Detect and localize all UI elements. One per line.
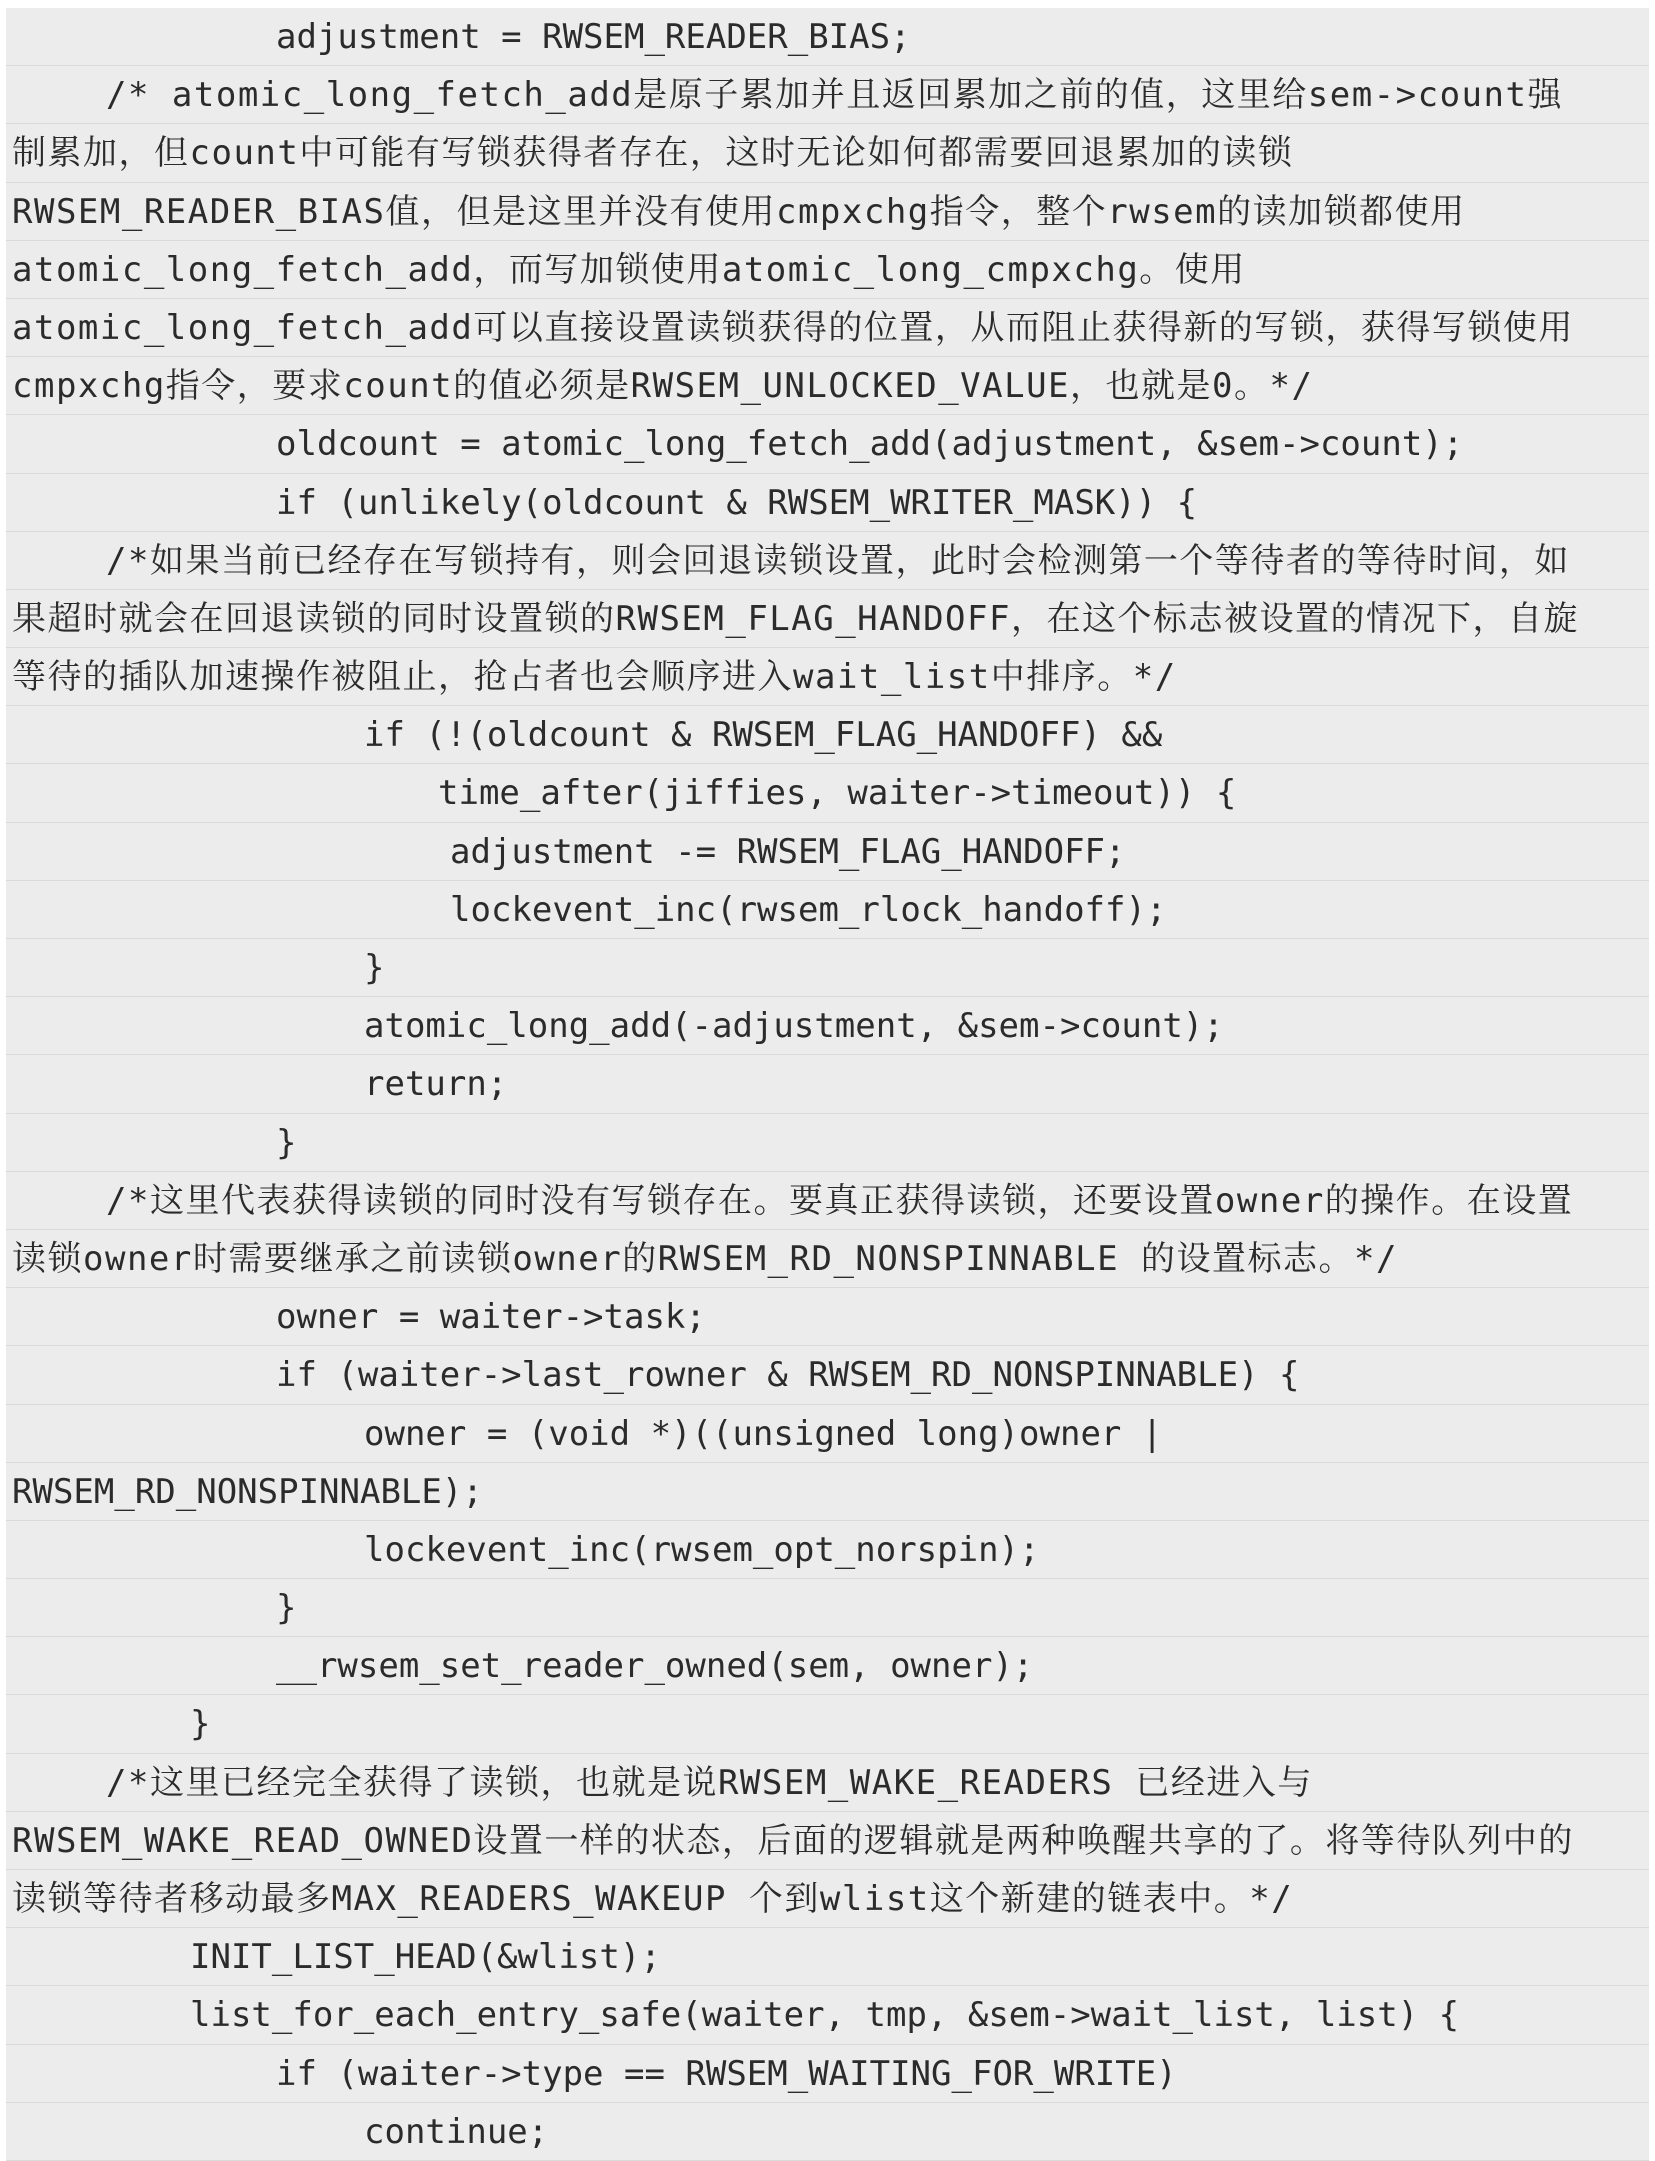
code-line: } <box>6 1579 1649 1637</box>
code-line: adjustment -= RWSEM_FLAG_HANDOFF; <box>6 823 1649 881</box>
comment-line: atomic_long_fetch_add可以直接设置读锁获得的位置，从而阻止获得新的写锁，获得写锁使用 <box>6 299 1649 357</box>
code-line: lockevent_inc(rwsem_rlock_handoff); <box>6 881 1649 939</box>
code-line: RWSEM_RD_NONSPINNABLE); <box>6 1463 1649 1521</box>
code-line: if (!(oldcount & RWSEM_FLAG_HANDOFF) && <box>6 706 1649 764</box>
comment-line: 读锁等待者移动最多MAX_READERS_WAKEUP 个到wlist这个新建的链表中。*/ <box>6 1870 1649 1928</box>
comment-line: 制累加，但count中可能有写锁获得者存在，这时无论如何都需要回退累加的读锁 <box>6 124 1649 182</box>
code-line: if (waiter->last_rowner & RWSEM_RD_NONSPINNABLE) { <box>6 1346 1649 1404</box>
code-line: } <box>6 1114 1649 1172</box>
code-line: atomic_long_add(-adjustment, &sem->count); <box>6 997 1649 1055</box>
code-line: __rwsem_set_reader_owned(sem, owner); <box>6 1637 1649 1695</box>
code-line: if (waiter->type == RWSEM_WAITING_FOR_WRITE) <box>6 2045 1649 2103</box>
code-line: } <box>6 1695 1649 1753</box>
comment-line: 读锁owner时需要继承之前读锁owner的RWSEM_RD_NONSPINNABLE 的设置标志。*/ <box>6 1230 1649 1288</box>
code-line: owner = waiter->task; <box>6 1288 1649 1346</box>
code-line: INIT_LIST_HEAD(&wlist); <box>6 1928 1649 1986</box>
code-line: lockevent_inc(rwsem_opt_norspin); <box>6 1521 1649 1579</box>
comment-line: atomic_long_fetch_add，而写加锁使用atomic_long_cmpxchg。使用 <box>6 241 1649 299</box>
comment-line: 果超时就会在回退读锁的同时设置锁的RWSEM_FLAG_HANDOFF，在这个标志被设置的情况下，自旋 <box>6 590 1649 648</box>
comment-line: RWSEM_WAKE_READ_OWNED设置一样的状态，后面的逻辑就是两种唤醒共享的了。将等待队列中的 <box>6 1812 1649 1870</box>
comment-line: 等待的插队加速操作被阻止，抢占者也会顺序进入wait_list中排序。*/ <box>6 648 1649 706</box>
comment-line: cmpxchg指令，要求count的值必须是RWSEM_UNLOCKED_VALUE，也就是0。*/ <box>6 357 1649 415</box>
comment-line: /*如果当前已经存在写锁持有，则会回退读锁设置，此时会检测第一个等待者的等待时间，如 <box>6 532 1649 590</box>
code-line: owner = (void *)((unsigned long)owner | <box>6 1405 1649 1463</box>
code-line: return; <box>6 1055 1649 1113</box>
code-line: if (unlikely(oldcount & RWSEM_WRITER_MASK)) { <box>6 474 1649 532</box>
code-line: } <box>6 939 1649 997</box>
comment-line: RWSEM_READER_BIAS值，但是这里并没有使用cmpxchg指令，整个rwsem的读加锁都使用 <box>6 183 1649 241</box>
code-line: continue; <box>6 2103 1649 2161</box>
code-line: adjustment = RWSEM_READER_BIAS; <box>6 8 1649 66</box>
code-line: list_for_each_entry_safe(waiter, tmp, &sem->wait_list, list) { <box>6 1986 1649 2044</box>
code-line: time_after(jiffies, waiter->timeout)) { <box>6 764 1649 822</box>
comment-line: /* atomic_long_fetch_add是原子累加并且返回累加之前的值，这里给sem->count强 <box>6 66 1649 124</box>
code-line: oldcount = atomic_long_fetch_add(adjustment, &sem->count); <box>6 415 1649 473</box>
comment-line: /*这里代表获得读锁的同时没有写锁存在。要真正获得读锁，还要设置owner的操作。在设置 <box>6 1172 1649 1230</box>
comment-line: /*这里已经完全获得了读锁，也就是说RWSEM_WAKE_READERS 已经进入与 <box>6 1754 1649 1812</box>
